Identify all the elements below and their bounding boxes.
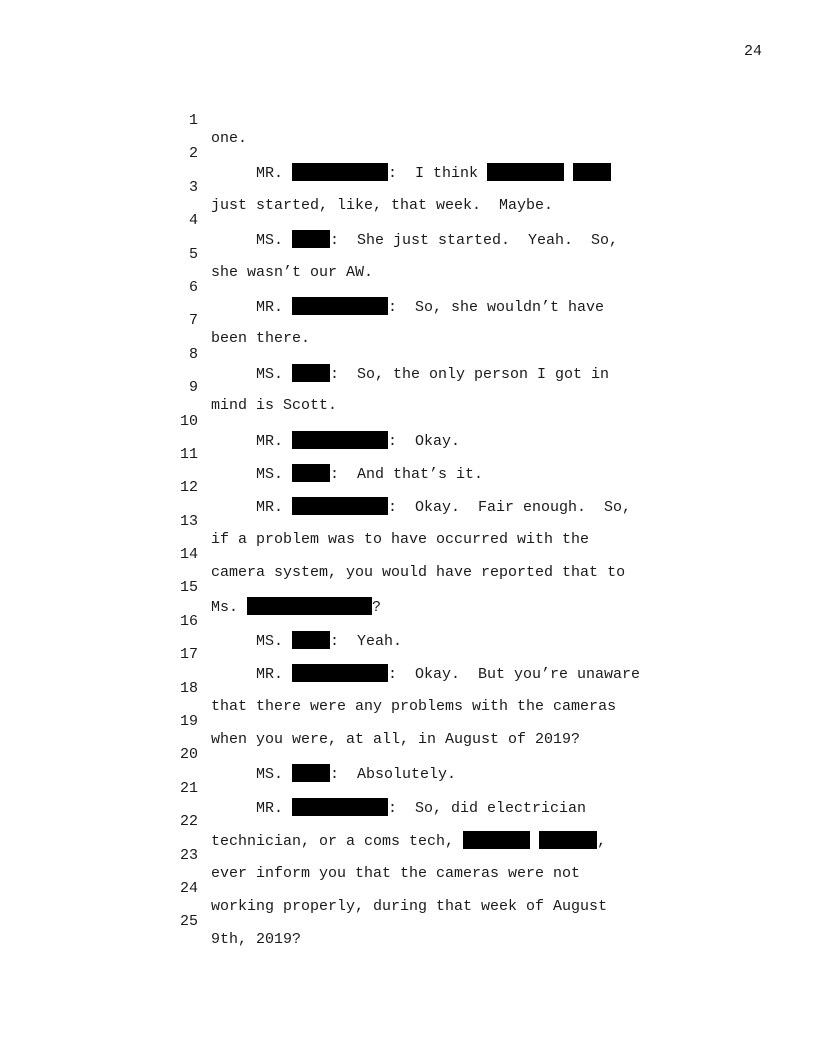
line-number: 4 <box>188 212 198 230</box>
transcript-line <box>160 461 680 517</box>
line-number: 6 <box>188 278 198 296</box>
line-text: been there. <box>211 330 311 348</box>
transcript-line <box>160 127 680 183</box>
transcript-line <box>160 628 680 684</box>
line-number: 15 <box>179 579 198 597</box>
transcript-line <box>160 395 680 450</box>
line-number: 1 <box>188 112 198 129</box>
line-number: 2 <box>188 145 198 163</box>
line-number: 18 <box>179 679 198 697</box>
transcript-line <box>160 561 680 617</box>
transcript-line <box>160 528 680 582</box>
line-number: 10 <box>179 412 198 430</box>
transcript-line <box>160 294 680 348</box>
line-text: Ms. ? <box>211 599 382 617</box>
transcript-line <box>160 662 680 715</box>
line-number: 25 <box>179 913 198 931</box>
line-text: technician, or a coms tech, , <box>211 833 607 851</box>
line-text: MR. : I think <box>211 163 611 183</box>
line-number: 12 <box>179 479 198 497</box>
transcript-line <box>160 94 680 147</box>
transcript-line <box>160 495 680 548</box>
transcript-line <box>160 895 680 949</box>
line-number: 9 <box>188 379 198 397</box>
line-number: 16 <box>179 612 198 630</box>
line-text: MR. : So, she wouldn’t have <box>211 298 605 316</box>
line-text: she wasn’t our AW. <box>211 263 374 281</box>
line-number: 23 <box>179 846 198 864</box>
line-number: 17 <box>179 646 198 664</box>
line-text: when you were, at all, in August of 2019? <box>211 731 581 749</box>
line-text: MS. : She just started. Yeah. So, <box>211 232 619 250</box>
line-number: 5 <box>188 245 198 263</box>
line-text: MR. : Okay. But you’re unaware <box>211 666 641 684</box>
line-text: MS. : And that’s it. <box>211 465 484 483</box>
transcript-line <box>160 261 680 316</box>
line-number: 13 <box>179 512 198 530</box>
line-number: 20 <box>179 746 198 764</box>
line-text: that there were any problems with the cameras <box>211 697 617 715</box>
line-text: MR. : Okay. <box>211 432 461 450</box>
line-text: MS. : So, the only person I got in <box>211 365 610 383</box>
page-number: 24 <box>743 43 762 60</box>
line-text: just started, like, that week. Maybe. <box>211 196 554 214</box>
transcript-body <box>160 94 680 949</box>
line-text: MR. : So, did electrician <box>211 799 587 817</box>
transcript-line <box>160 194 680 250</box>
transcript-line <box>160 361 680 415</box>
line-text: MR. : Okay. Fair enough. So, <box>211 499 632 517</box>
line-text: working properly, during that week of August <box>211 897 608 915</box>
line-number: 14 <box>179 546 198 564</box>
line-number: 3 <box>188 178 198 196</box>
transcript-line <box>160 762 680 817</box>
line-text: 9th, 2019? <box>211 931 302 949</box>
transcript-line <box>160 428 680 483</box>
line-number: 8 <box>188 345 198 363</box>
line-text: ever inform you that the cameras were not <box>211 864 581 882</box>
line-text: one. <box>211 130 248 147</box>
transcript-line <box>160 161 680 214</box>
line-text: MS. : Absolutely. <box>211 766 457 784</box>
transcript-line <box>160 595 680 650</box>
line-number: 11 <box>179 445 198 463</box>
line-text: camera system, you would have reported that to <box>211 564 626 582</box>
line-text: mind is Scott. <box>211 397 338 415</box>
transcript-line <box>160 862 680 915</box>
line-number: 7 <box>188 312 198 330</box>
transcript-line <box>160 695 680 749</box>
transcript-line <box>160 829 680 882</box>
line-number: 24 <box>179 879 198 897</box>
transcript-line <box>160 228 680 281</box>
line-text: if a problem was to have occurred with the <box>211 530 590 548</box>
transcript-line <box>160 728 680 784</box>
line-number: 21 <box>179 779 198 797</box>
transcript-line <box>160 795 680 851</box>
transcript-line <box>160 328 680 383</box>
line-number: 22 <box>179 813 198 831</box>
line-number: 19 <box>179 713 198 731</box>
line-text: MS. : Yeah. <box>211 632 403 650</box>
